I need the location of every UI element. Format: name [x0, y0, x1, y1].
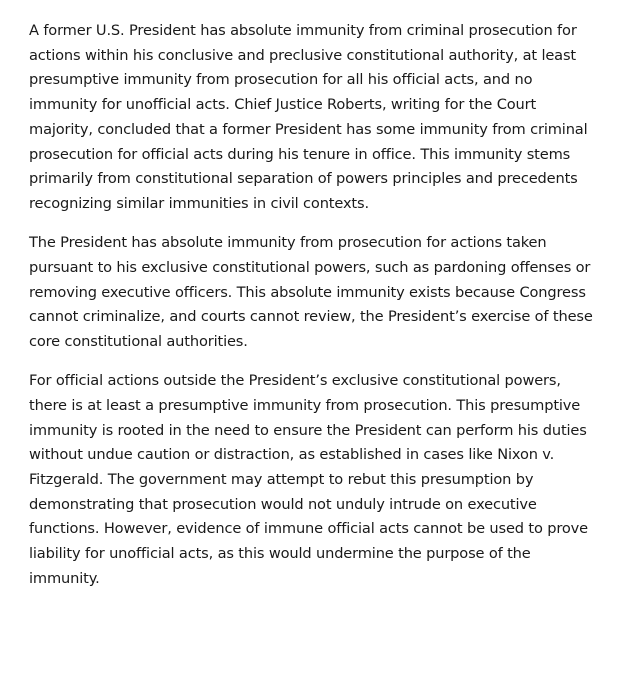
paragraph-2: The President has absolute immunity from prosecution for actions taken pursuant to his exclusive constitutional powers, such as pardoning offenses or removing executive officers. This absolute immunity exists because Congress cannot criminalize, and courts cannot review, the President’s exercise of these core constitutional authorities. [29, 234, 593, 350]
paragraph-1: A former U.S. President has absolute immunity from criminal prosecution for actions within his conclusive and preclusive constitutional authority, at least presumptive immunity from prosecution for all his official acts, and no immunity for unofficial acts. Chief Justice Roberts, writing for the Court majority, concluded that a former President has some immunity from criminal prosecution for official acts during his tenure in office. This immunity stems primarily from constitutional separation of powers principles and precedents recognizing similar immunities in civil contexts. [29, 22, 588, 212]
paragraph-3: For official actions outside the President’s exclusive constitutional powers, there is at least a presumptive immunity from prosecution. This presumptive immunity is rooted in the need to ensure the President can perform his duties without undue caution or distraction, as established in cases like Nixon v. Fitzgerald. The government may attempt to rebut this presumption by demonstrating that prosecution would not unduly intrude on executive functions. However, evidence of immune official acts cannot be used to prove liability for unofficial acts, as this would undermine the purpose of the immunity. [29, 372, 588, 587]
